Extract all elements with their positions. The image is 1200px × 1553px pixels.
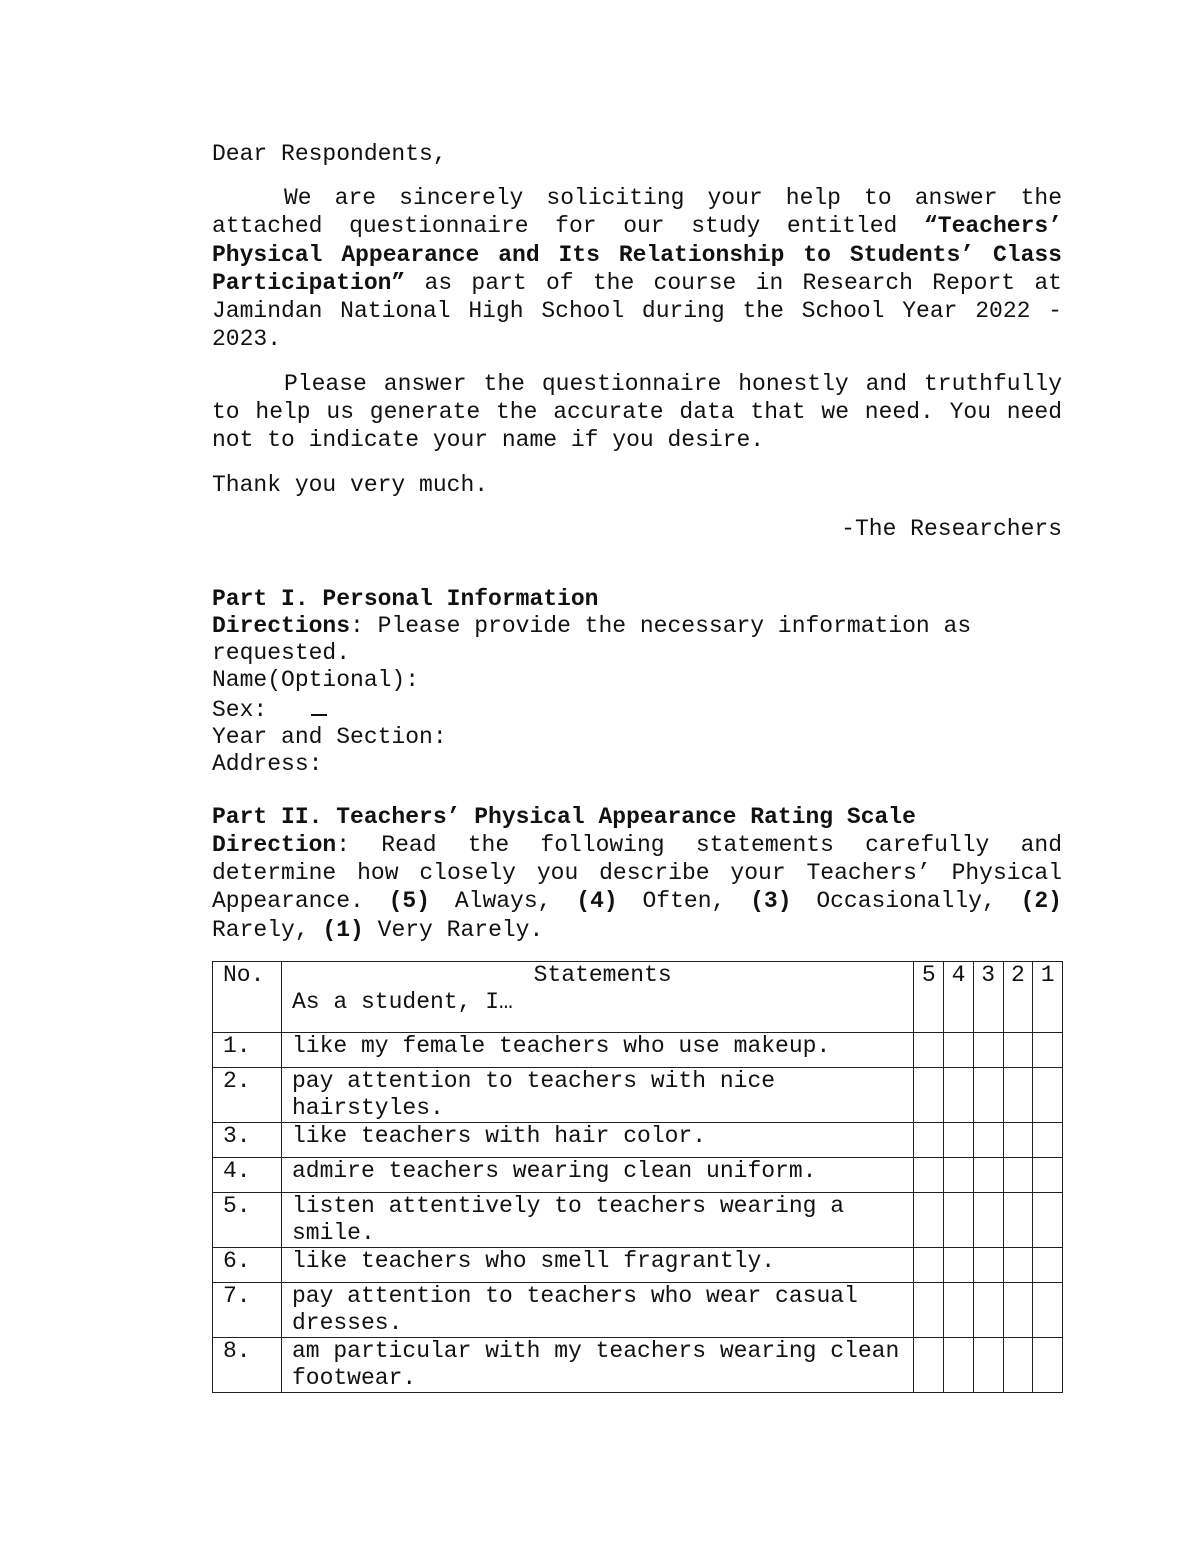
rating-cell-5[interactable]	[914, 1282, 944, 1337]
row-statement: like teachers who smell fragrantly.	[281, 1247, 913, 1282]
rating-cell-1[interactable]	[1033, 1337, 1063, 1392]
scale-header-5: 5	[914, 961, 944, 1032]
rating-cell-1[interactable]	[1033, 1192, 1063, 1247]
rating-cell-2[interactable]	[1003, 1157, 1033, 1192]
rating-cell-3[interactable]	[973, 1122, 1003, 1157]
scale-header-3: 3	[973, 961, 1003, 1032]
rating-cell-4[interactable]	[944, 1157, 974, 1192]
rating-cell-4[interactable]	[944, 1192, 974, 1247]
rating-cell-3[interactable]	[973, 1247, 1003, 1282]
direction-label: Direction	[212, 831, 337, 858]
row-number: 8.	[213, 1337, 282, 1392]
table-row	[213, 1032, 1063, 1067]
rating-cell-2[interactable]	[1003, 1337, 1033, 1392]
table-row	[213, 1122, 1063, 1157]
row-number: 7.	[213, 1282, 282, 1337]
rating-cell-2[interactable]	[1003, 1032, 1033, 1067]
rating-cell-5[interactable]	[914, 1122, 944, 1157]
name-field-label[interactable]: Name(Optional):	[212, 666, 420, 693]
year-section-field-label[interactable]: Year and Section:	[212, 723, 447, 750]
scale-5-text: Always,	[430, 888, 577, 915]
col-statements-header	[281, 961, 913, 1032]
salutation: Dear Respondents,	[212, 141, 447, 167]
row-statement: like teachers with hair color.	[281, 1122, 913, 1157]
scale-2-text: Rarely,	[212, 916, 323, 943]
rating-cell-4[interactable]	[944, 1122, 974, 1157]
rating-cell-4[interactable]	[944, 1337, 974, 1392]
rating-cell-3[interactable]	[973, 1337, 1003, 1392]
rating-cell-1[interactable]	[1033, 1282, 1063, 1337]
rating-cell-5[interactable]	[914, 1157, 944, 1192]
part2-direction	[212, 831, 1062, 944]
rating-cell-1[interactable]	[1033, 1122, 1063, 1157]
signature: -The Researchers	[841, 515, 1062, 542]
scale-2-key: (2)	[1020, 888, 1062, 915]
rating-cell-3[interactable]	[973, 1157, 1003, 1192]
part2-heading: Part II. Teachers’ Physical Appearance Rating Scale	[212, 803, 916, 830]
table-row	[213, 1067, 1063, 1122]
scale-3-key: (3)	[750, 888, 792, 915]
scale-1-text: Very Rarely.	[363, 916, 544, 943]
thanks-line: Thank you very much.	[212, 471, 489, 498]
row-statement: admire teachers wearing clean uniform.	[281, 1157, 913, 1192]
row-number: 4.	[213, 1157, 282, 1192]
row-statement: like my female teachers who use makeup.	[281, 1032, 913, 1067]
col-no-header: No.	[213, 961, 282, 1032]
scale-3-text: Occasionally,	[791, 888, 1021, 915]
row-statement: listen attentively to teachers wearing a smile.	[281, 1192, 913, 1247]
scale-5-key: (5)	[388, 888, 431, 915]
rating-cell-1[interactable]	[1033, 1032, 1063, 1067]
scale-header-2: 2	[1003, 961, 1033, 1032]
rating-cell-2[interactable]	[1003, 1067, 1033, 1122]
rating-cell-2[interactable]	[1003, 1192, 1033, 1247]
questionnaire-page	[212, 140, 1062, 1393]
address-field-label[interactable]: Address:	[212, 750, 323, 777]
rating-cell-1[interactable]	[1033, 1067, 1063, 1122]
table-row	[213, 1157, 1063, 1192]
table-row	[213, 1247, 1063, 1282]
sex-field[interactable]	[212, 694, 1062, 724]
directions-label: Directions	[212, 612, 351, 639]
rating-cell-3[interactable]	[973, 1282, 1003, 1337]
sex-blank[interactable]	[311, 694, 327, 716]
statements-subtitle: As a student, I…	[291, 988, 513, 1015]
statements-title: Statements	[533, 961, 672, 988]
scale-4-key: (4)	[576, 888, 618, 915]
part2-section	[212, 804, 1062, 944]
rating-cell-2[interactable]	[1003, 1282, 1033, 1337]
row-number: 5.	[213, 1192, 282, 1247]
intro-paragraph	[212, 184, 1062, 354]
scale-header-1: 1	[1033, 961, 1063, 1032]
table-header-row	[213, 961, 1063, 1032]
rating-cell-5[interactable]	[914, 1247, 944, 1282]
rating-cell-4[interactable]	[944, 1067, 974, 1122]
rating-cell-4[interactable]	[944, 1282, 974, 1337]
rating-cell-2[interactable]	[1003, 1247, 1033, 1282]
intro-text-a: We are sincerely soliciting your help to answer the attached questionnaire for our study entitled	[212, 185, 1062, 240]
rating-cell-1[interactable]	[1033, 1247, 1063, 1282]
scale-1-key: (1)	[322, 916, 364, 943]
row-number: 1.	[213, 1032, 282, 1067]
row-number: 6.	[213, 1247, 282, 1282]
rating-cell-4[interactable]	[944, 1032, 974, 1067]
rating-cell-3[interactable]	[973, 1192, 1003, 1247]
rating-table	[212, 961, 1063, 1393]
scale-header-4: 4	[944, 961, 974, 1032]
part1-section	[212, 586, 1062, 778]
row-statement: pay attention to teachers with nice hairstyles.	[281, 1067, 913, 1122]
instruction-paragraph: Please answer the questionnaire honestly and truthfully to help us generate the accurate data that we need. You need not to indicate your name if you desire.	[212, 370, 1062, 454]
rating-cell-5[interactable]	[914, 1337, 944, 1392]
row-statement: am particular with my teachers wearing clean footwear.	[281, 1337, 913, 1392]
rating-cell-5[interactable]	[914, 1067, 944, 1122]
table-row	[213, 1337, 1063, 1392]
table-row	[213, 1192, 1063, 1247]
row-number: 2.	[213, 1067, 282, 1122]
direction-text: : Read the following statements carefully and determine how closely you describe your Teachers’ Physical Appearance.	[212, 831, 1062, 915]
scale-4-text: Often,	[617, 888, 751, 915]
table-row	[213, 1282, 1063, 1337]
sex-field-label: Sex:	[212, 696, 268, 723]
rating-cell-5[interactable]	[914, 1032, 944, 1067]
study-title: “Teachers’ Physical Appearance and Its Relationship to Students’ Class Participation”	[212, 213, 1062, 296]
directions-text: : Please provide the necessary information as requested.	[212, 612, 972, 666]
rating-cell-2[interactable]	[1003, 1122, 1033, 1157]
row-statement: pay attention to teachers who wear casual dresses.	[281, 1282, 913, 1337]
rating-cell-4[interactable]	[944, 1247, 974, 1282]
part1-heading: Part I. Personal Information	[212, 585, 599, 612]
rating-cell-5[interactable]	[914, 1192, 944, 1247]
intro-text-b: as part of the course in Research Report at Jamindan National High School during the School Year 2022 - 2023.	[212, 269, 1062, 353]
part1-directions	[212, 613, 1062, 667]
rating-cell-3[interactable]	[973, 1032, 1003, 1067]
rating-cell-1[interactable]	[1033, 1157, 1063, 1192]
rating-cell-3[interactable]	[973, 1067, 1003, 1122]
row-number: 3.	[213, 1122, 282, 1157]
